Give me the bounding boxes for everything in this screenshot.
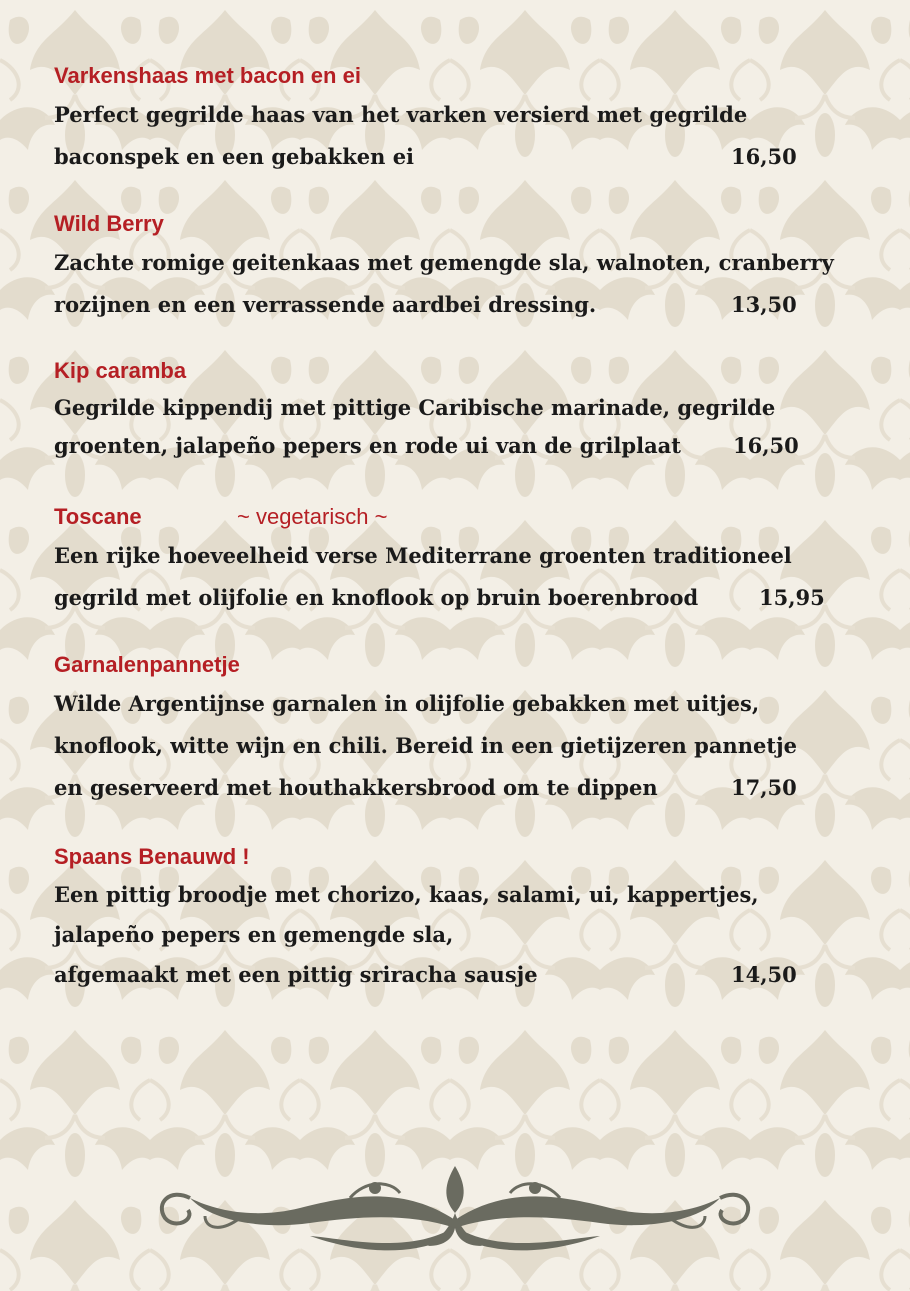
item-description-text: gegrild met olijfolie en knoflook op bruin boerenbrood	[54, 585, 699, 610]
item-price: 14,50	[731, 962, 797, 987]
item-description-text: en geserveerd met houthakkersbrood om te dippen	[54, 775, 658, 800]
item-description-line	[54, 955, 854, 995]
item-description-line: knoflook, witte wijn en chili. Bereid in een gietijzeren pannetje	[54, 733, 797, 758]
item-description-line: Een pittig broodje met chorizo, kaas, salami, ui, kappertjes,	[54, 882, 759, 907]
item-description-line: jalapeño pepers en gemengde sla,	[54, 922, 454, 947]
item-title: Kip caramba	[54, 358, 187, 383]
item-description-text: groenten, jalapeño pepers en rode ui van de grilplaat	[54, 433, 681, 458]
item-price: 16,50	[731, 144, 797, 169]
item-price: 13,50	[731, 292, 797, 317]
item-description-line	[54, 284, 854, 326]
item-description-line	[54, 767, 854, 809]
item-title: Varkenshaas met bacon en ei	[54, 63, 361, 88]
item-description-text: baconspek en een gebakken ei	[54, 144, 415, 169]
item-description-line	[54, 577, 854, 619]
item-price: 16,50	[733, 433, 799, 458]
item-title: Garnalenpannetje	[54, 652, 240, 677]
menu-item	[54, 206, 854, 326]
item-description-line	[54, 427, 854, 465]
item-title: Spaans Benauwd !	[54, 844, 250, 869]
menu-item	[54, 839, 854, 995]
item-title: Toscane	[54, 504, 142, 529]
menu-item	[54, 58, 854, 178]
item-description-line: Zachte romige geitenkaas met gemengde sla, walnoten, cranberry	[54, 250, 834, 275]
item-description-text: rozijnen en een verrassende aardbei dressing.	[54, 292, 597, 317]
item-description-line: Een rijke hoeveelheid verse Mediterrane groenten traditioneel	[54, 543, 792, 568]
item-price: 15,95	[759, 585, 825, 610]
item-description-line	[54, 136, 854, 178]
menu-item	[54, 499, 854, 619]
item-description-text: afgemaakt met een pittig sriracha sausje	[54, 962, 538, 987]
menu-item	[54, 353, 854, 465]
vegetarian-tag: ~ vegetarisch ~	[237, 504, 388, 529]
item-title: Wild Berry	[54, 211, 164, 236]
item-price: 17,50	[731, 775, 797, 800]
item-description-line: Gegrilde kippendij met pittige Caribische marinade, gegrilde	[54, 395, 776, 420]
item-description-line: Perfect gegrilde haas van het varken versierd met gegrilde	[54, 102, 748, 127]
item-description-line: Wilde Argentijnse garnalen in olijfolie gebakken met uitjes,	[54, 691, 760, 716]
flourish-ornament	[150, 1158, 760, 1258]
menu-item	[54, 647, 854, 809]
menu	[54, 58, 854, 995]
